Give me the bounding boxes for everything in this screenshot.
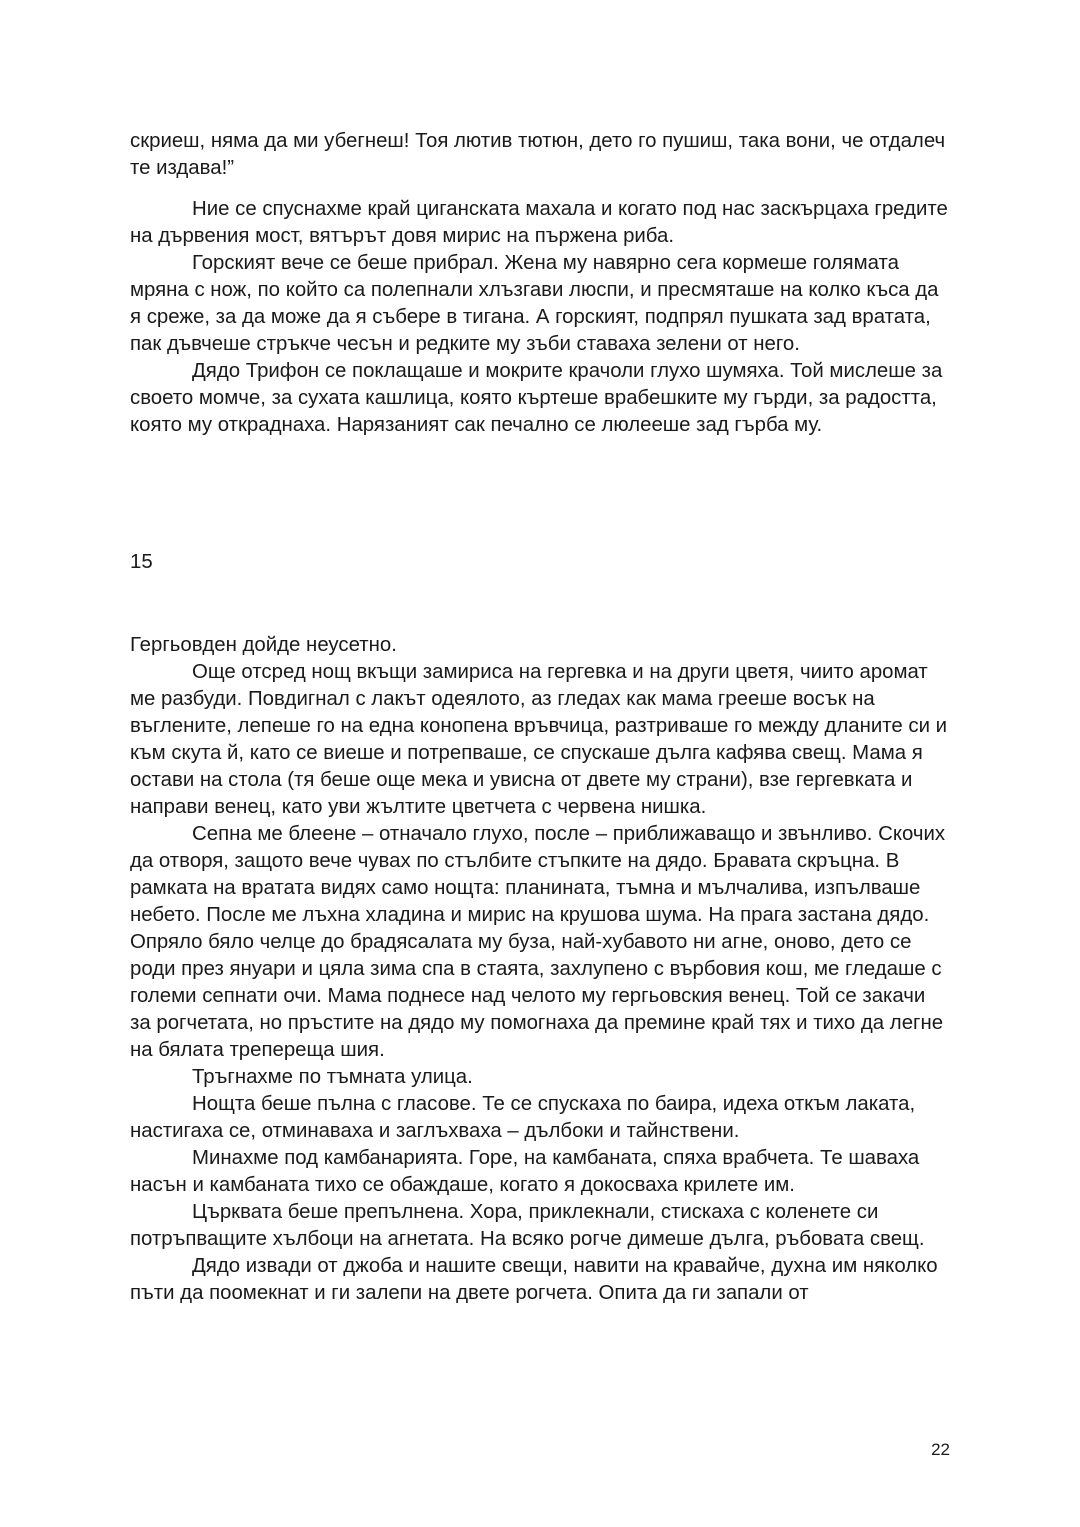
paragraph: Нощта беше пълна с гласове. Те се спускаха по баира, идеха откъм лаката, настигаха се, отминаваха и заглъхваха – дълбоки и тайнствени. xyxy=(130,1093,916,1142)
text-block-continuation xyxy=(130,128,950,182)
paragraph: Гергьовден дойде неусетно. xyxy=(130,634,397,656)
paragraph: Горският вече се беше прибрал. Жена му навярно сега кормеше голямата мряна с нож, по който са полепнали хлъзгави люспи, и пресмяташе на колко къса да я среже, за да може да я събере в тигана. А горският, подпрял пушката зад вратата, пак дъвчеше стръкче чесън и редките му зъби ставаха зелени от него. xyxy=(130,252,939,355)
chapter-number: 15 xyxy=(130,551,153,573)
paragraph: скриеш, няма да ми убегнеш! Тоя лютив тютюн, дето го пушиш, така вони, че отдалеч те издава!” xyxy=(130,130,946,179)
paragraph: Дядо Трифон се поклащаше и мокрите крачоли глухо шумяха. Той мислеше за своето момче, за сухата кашлица, която къртеше врабешките му гърди, за радостта, която му откраднаха. Нарязаният сак печално се люлееше зад гърба му. xyxy=(130,360,943,436)
paragraph: Тръгнахме по тъмната улица. xyxy=(192,1066,473,1088)
text-block-section xyxy=(130,196,950,439)
paragraph: Дядо извади от джоба и нашите свещи, навити на кравайче, духна им няколко пъти да поомекнат и ги залепи на двете рогчета. Опита да ги запали от xyxy=(130,1255,938,1304)
paragraph: Ние се спуснахме край циганската махала и когато под нас заскърцаха гредите на дървения мост, вятърът довя мирис на пържена риба. xyxy=(130,198,948,247)
page-number: 22 xyxy=(931,1440,950,1459)
text-block-chapter xyxy=(130,632,950,1307)
paragraph: Още отсред нощ вкъщи замириса на гергевка и на други цветя, чиито аромат ме разбуди. Повдигнал с лакът одеялото, аз гледах как мама грееше восък на въглените, лепеше го на една конопена връвчица, разтриваше го между дланите си и към скута й, като се виеше и потрепваше, се спускаше дълга кафява свещ. Мама я остави на стола (тя беше още мека и увисна от двете му страни), взе гергевката и направи венец, като уви жълтите цветчета с червена нишка. xyxy=(130,661,948,818)
paragraph: Минахме под камбанарията. Горе, на камбаната, спяха врабчета. Те шаваха насън и камбаната тихо се обаждаше, когато я докосваха крилете им. xyxy=(130,1147,920,1196)
paragraph: Сепна ме блеене – отначало глухо, после – приближаващо и звънливо. Скочих да отворя, защото вече чувах по стълбите стъпките на дядо. Бравата скръцна. В рамката на вратата видях само нощта: планината, тъмна и мълчалива, изпълваше небето. После ме лъхна хладина и мирис на крушова шума. На прага застана дядо. Опряло бяло челце до брадясалата му буза, най-хубавото ни агне, оново, дето се роди през януари и цяла зима спа в стаята, захлупено с върбовия кош, ме гледаше с големи сепнати очи. Мама поднесе над челото му гергьовския венец. Той се закачи за рогчетата, но пръстите на дядо му помогнаха да премине край тях и тихо да легне на бялата трепереща шия. xyxy=(130,823,946,1061)
paragraph: Църквата беше препълнена. Хора, приклекнали, стискаха с коленете си потръпващите хълбоци на агнетата. На всяко рогче димеше дълга, ръбовата свещ. xyxy=(130,1201,925,1250)
